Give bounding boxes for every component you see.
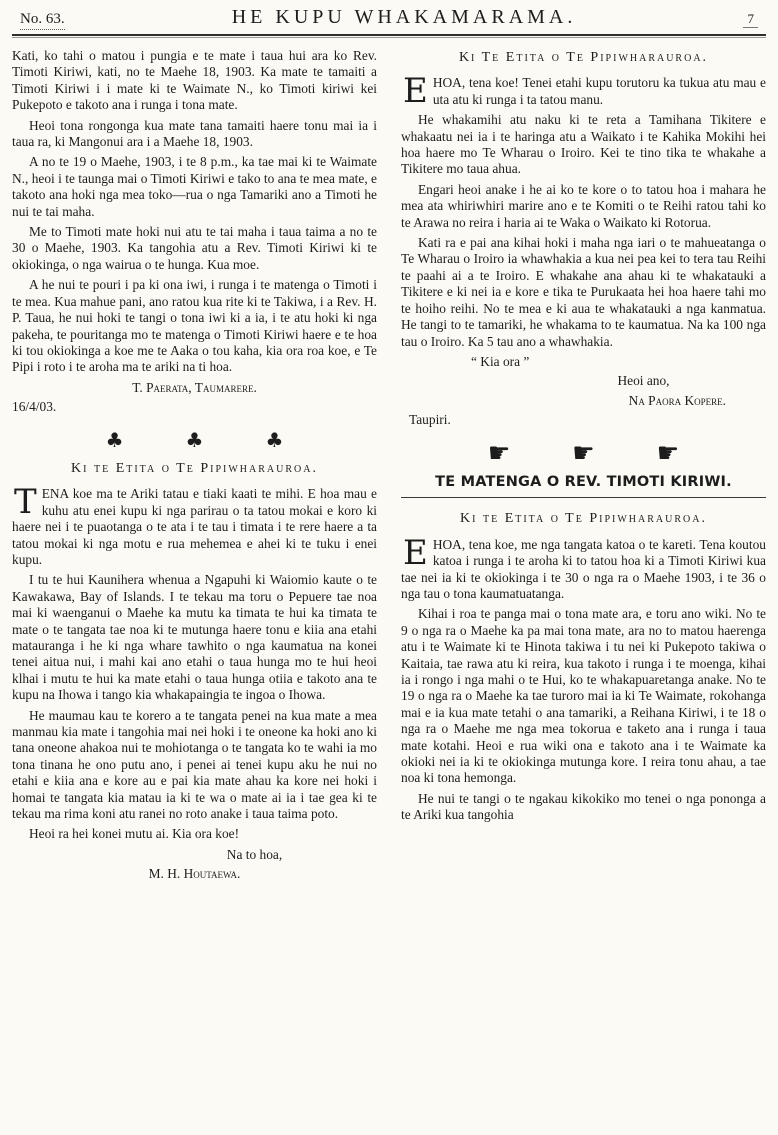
article-heading: Ki te Etita o Te Pipiwharauroa. [71, 460, 318, 476]
paragraph: Kati, ko tahi o matou i pungia e te mate i taua hui ara ko Rev. Timoti Kiriwi, kati, no te Maehe 18, 1903. Ka mate te tamaiti a Timoti Kiriwi i i mate ki te Waimate N., ko Timoti kiriwi kei Pukepoto e takoto ana i runga i tona mate. [12, 48, 377, 113]
paragraph: A no te 19 o Maehe, 1903, i te 8 p.m., ka tae mai ki te Waimate N., heoi i te taunga mai o Timoti Kiriwi e tako to ana te mea mate, e takoto ana hoki nga mea toko—rua o nga Tamariki ano a Timoti he nui te tai maha. [12, 154, 377, 219]
signoff-intro: Heoi ano, [617, 373, 670, 389]
article-heading: Ki Te Etita o Te Pipiwharauroa. [458, 50, 709, 65]
column-layout [12, 48, 766, 886]
signoff-name: M. H. Houtaewa. [148, 866, 241, 882]
signoff-place: Taupiri. [409, 412, 451, 428]
pointing-hand-ornament-icon: ☛ [572, 436, 595, 468]
club-ornament-icon: ♣ [185, 427, 204, 452]
club-ornament-icon: ♣ [265, 427, 284, 452]
signature: T. Paerata, Taumarere. [132, 379, 257, 395]
paragraph [12, 482, 377, 568]
paragraph: He nui te tangi o te ngakau kikokiko mo tenei o nga pononga a te Ariki kua tangohia [401, 790, 766, 823]
issue-number: No. 63. [20, 11, 65, 30]
paragraph [401, 532, 766, 603]
date-line: 16/4/03. [12, 399, 57, 415]
paragraph-text: ENA koe ma te Ariki tatau e tiaki kaati te mihi. E hoa mau e kuhu atu enei kupu ki nga parirau o ta tatou mokai e koro ki haere nei i te puaotanga o te ata i te tau i timata i te rere haere a ta tatou mokai ki nga motu e rua mehemea e ahei ki te tuku i enei kupu. [12, 486, 377, 567]
paragraph: Kihai i roa te panga mai o tona mate ara, e toru ano wiki. No te 9 o nga ra o Maehe ka pa mai tona mate, ara no to matou haerenga atu i te Waimate ki te Hinota takiwa i tu nei ki Pukepoto takiwa o Kaitaia, tae rawa atu ki reira, kua takoto i runga i te moenga, kihai ia i rongo i nga mahi o te Hui, ko te whakapuaretanga anake. No te 19 o nga ra o Maehe ka tae turoro mai ia ki Te Waimate, rokohanga mai e ia kua mate tetahi o ana tamariki, a Reihana Kiriwi, i te 18 o nga ra o Maehe me nga mea tokorua e taketo ana i runga i taua mate kotahi. Heoi e rua wiki ona e takoto ana i te Waimate ka okioki nei ia ki te okiokinga mutunga kore. I reira tonu ahau, a tae noa ki tona hemonga. [401, 606, 766, 786]
ornament-row [12, 427, 377, 452]
right-column [401, 48, 766, 886]
pointing-hand-ornament-icon: ☛ [656, 436, 680, 468]
paragraph: Me to Timoti mate hoki nui atu te tai maha i taua taima a no te 30 o Maehe, 1903. Ka tangohia atu a Rev. Timoti Kiriwi ki te okiokinga, o nga wairua o te hunga. Kua moe. [12, 224, 377, 272]
page-number: 7 [743, 11, 758, 28]
paragraph-text: HOA, tena koe! Tenei etahi kupu torutoru ka tukua atu mau e uta atu ki runga i ta tatou manu. [432, 75, 766, 107]
article-heading: Ki te Etita o Te Pipiwharauroa. [460, 511, 707, 527]
masthead-rule [12, 37, 766, 38]
club-ornament-icon: ♣ [105, 427, 124, 452]
paragraph-text: HOA, tena koe, me nga tangata katoa o te kareti. Tena koutou katoa i runga i te aroha ki to tatou hoa ki a Timoti Kiriwi kua tae nei ia ki te okiokinga i te 30 o nga ra o Maehe 1903, i te 36 o nga tau o tona kaumatuatanga. [401, 536, 766, 601]
paragraph: Heoi tona rongonga kua mate tana tamaiti haere tonu mai ia i taua ra, ki Mangonui ara i a Maehe 18, 1903. [12, 117, 377, 150]
closing-line: Heoi ra hei konei mutu ai. Kia ora koe! [29, 826, 240, 842]
left-column [12, 48, 377, 886]
paragraph: Engari heoi anake i he ai ko te kore o to tatou hoa i mahara he mea ata whiriwhiri marire ano e te Komiti o te Reihi ratou tahi ko te Arawa no reira i haria ai te Waka o Waikato ki Rotorua. [401, 181, 766, 230]
paragraph: A he nui te pouri i pa ki ona iwi, i runga i te matenga o Timoti i te mea. Kua mahue pani, ano ratou kua rite ki te Takiwa, i a Rev. H. P. Taua, he nui hoki te tangi o tona iwi ki a ia, i te atu hoki ki nga pakeha, te pouritanga mo te matenga o Timoti Kiriwi haere e te hoa ki tou okiokinga a koe me te Aaka o tou kaha, kia ora roa koe, e Te Pipi i roto i te aroha ma te ariki na ti hoa. [12, 277, 377, 375]
pointing-hand-ornament-icon: ☛ [487, 436, 511, 468]
ornament-row [401, 436, 766, 468]
signoff-intro: Na to hoa, [226, 846, 283, 862]
masthead [12, 4, 766, 36]
drop-cap: E [403, 532, 428, 573]
drop-cap: T [14, 482, 37, 523]
article-title: TE MATENGA O REV. TIMOTI KIRIWI. [401, 474, 766, 498]
paragraph: He whakamihi atu naku ki te reta a Tamihana Tikitere e whakaatu nei ia i te haringa atu a Waikato i te Kahika Mokihi hei hoa haere mo Te Wharau o Iroiro. Kei te tino tika te whakahe a Tikitere mo taua ahua. [401, 112, 766, 177]
signoff-name: Na Paora Kopere. [628, 392, 726, 408]
newspaper-title: HE KUPU WHAKAMARAMA. [231, 6, 577, 28]
paragraph: Kati ra e pai ana kihai hoki i maha nga iari o te mahueatanga o Te Wharau o Iroiro ia whawhakia a kua nei pea kei to tera tau Reihi te paahi ai a te Iroiro. E whakahe ana ahau ki te whakatauki a Tikitere e ki nei ia e kore e tika te Purukaata hei hoa haere tahi mo te hoiho reihi. No te mea e ki aua te whakatauki a nga kanmatua. He tangi to te tamariki, he whakama to te kaumatua. Na ka 100 nga tau o Iroiro. Ka 5 tau ano a whawhakia. [401, 235, 766, 349]
paragraph: He maumau kau te korero a te tangata penei na kua mate a mea manmau kia mate i tangohia mai nei hoki i te oneone ka hoki ano ki tana oneone ahakoa nui te mohiotanga o te tangata ko te wahi ia mo tona tinana he ono putu ano, i penei ai tenei kupu aku he nui no etahi e kiia ana e kore au e pai kia mate ahau ka kore nei hoki i homai te tangata kia matau ia ki te wa o mate ai ia i tae gea ki te tekau ma rima koni atu ranei no roto anake i taua taima poto. [12, 707, 377, 822]
quote-line: “ Kia ora ” [471, 353, 530, 369]
paragraph [401, 71, 766, 112]
paragraph: I tu te hui Kaunihera whenua a Ngapuhi ki Waiomio kaute o te Kawakawa, Bay of Islands. I te tekau ma toru o Pepuere tae noa mai ki waenganui o Maehe ka mutu ka timata te hui ka timata te mate o te tangata tae noa ki te mutunga haere tonu e kiia ana etahi matauranga i he ki nga whare tawhito o nga kaumatua na konei tenei aitua nui, i mahi kai ano etahi o taua hunga mo te hui heoi klhai i mutu te hui ka mate etahi o taua hunga otiia e takoto ana te kupu na Ihowa i tango kia whakapaingia te ingoa o Ihowa. [12, 572, 377, 703]
drop-cap: E [403, 71, 428, 112]
